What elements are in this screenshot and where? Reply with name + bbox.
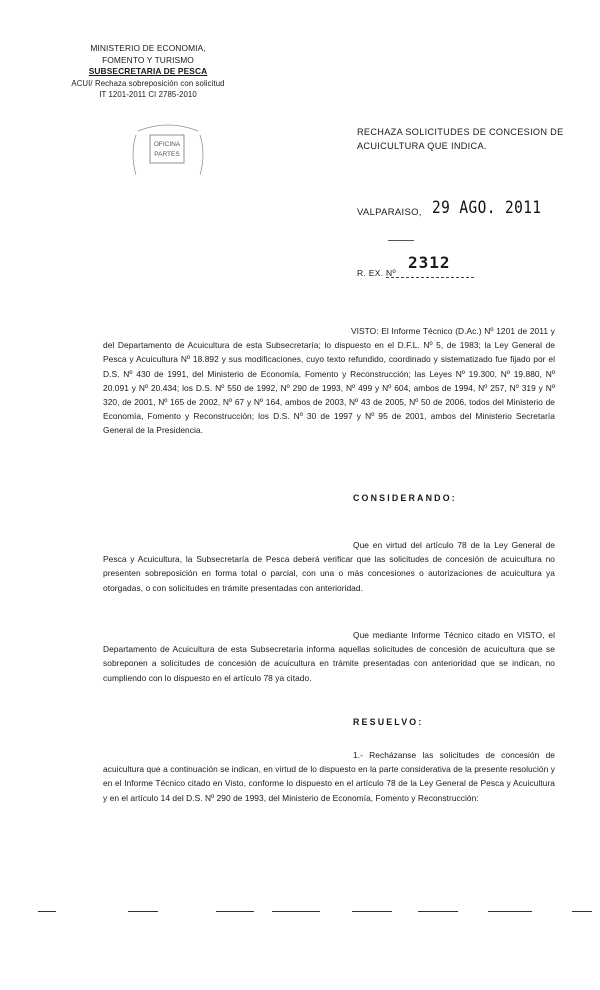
visto-paragraph [103,324,555,438]
date-stamp: 29 AGO. 2011 [432,198,542,218]
visto-text: VISTO: El Informe Técnico (D.Ac.) Nº 1201 de 2011 y del Departamento de Acuicultura de esta Subsecretaría; lo dispuesto en el D.F.L. Nº 5, de 1983; la Ley General de Pesca y Acuicultura Nº 18.892 y sus modificaciones, cuyo texto refundido, coordinado y sistematizado fue fijado por el D.S. Nº 430 de 1991, del Ministerio de Economía, Fomento y Reconstrucción; las Leyes Nº 19.300, Nº 19.880, Nº 20.091 y Nº 20.434; los D.S. Nº 550 de 1992, Nº 290 de 1993, Nº 499 y Nº 604, ambos de 1994, Nº 257, Nº 319 y Nº 320, de 2001, Nº 165 de 2002, Nº 67 y Nº 164, ambos de 2003, Nº 43 de 2005, Nº 50 de 2006, todos del Ministerio de Economía, Fomento y Reconstrucción; los D.S. Nº 30 de 1997 y Nº 95 de 2001, ambos del Ministerio Secretaría General de la Presidencia. [103,326,555,436]
considerando-heading: CONSIDERANDO: [353,493,457,503]
table-top-rule [216,911,254,912]
stamp-text-2: PARTES [154,151,180,158]
resuelvo-heading: RESUELVO: [353,717,424,727]
subsecretaria-name: SUBSECRETARIA DE PESCA [88,66,208,76]
resuelvo-1-text: 1.- Recházanse las solicitudes de concesión de acuicultura que a continuación se indican, en virtud de lo dispuesto en la parte considerativa de la presente resolución y en el Informe Técnico citado en Visto, conforme lo dispuesto en el artículo 78 de la Ley General de Pesca y Acuicultura y en el artículo 14 del D.S. Nº 290 de 1993, del Ministerio de Economía, Fomento y Reconstrucción: [103,750,555,803]
stamp-text-1: OFICINA [153,141,181,148]
table-top-rule [488,911,532,912]
reference-line-2: IT 1201-2011 CI 2785-2010 [99,90,197,99]
ministry-line-2: FOMENTO Y TURISMO [102,54,194,65]
place-label: VALPARAISO, [357,207,422,218]
considerando-2-text: Que mediante Informe Técnico citado en VISTO, el Departamento de Acuicultura de esta Subsecretaría informa aquellas solicitudes de concesión de acuicultura que se sobreponen a solicitudes de concesión de acuicultura en trámite presentadas con anterioridad que se indican, no cumpliendo con lo dispuesto en el artículo 78 ya citado. [103,630,555,683]
table-top-rule [272,911,320,912]
office-stamp [130,123,206,185]
resolution-number: 2312 [408,253,451,272]
reference-line-1: ACUI/ Rechaza sobreposición con solicitud [71,78,225,88]
table-top-rule [352,911,392,912]
table-top-rule [38,911,56,912]
resolution-number-label: R. EX. Nº [357,268,396,278]
considerando-paragraph-1 [103,538,555,595]
considerando-1-text: Que en virtud del artículo 78 de la Ley General de Pesca y Acuicultura, la Subsecretaría de Pesca deberá verificar que las solicitudes de concesión de acuicultura no presenten sobreposición en forma total o parcial, con una o más concesiones o autorizaciones de acuicultura ya otorgadas, o con solicitudes en trámite presentadas con anterioridad. [103,540,555,593]
table-top-rule [418,911,458,912]
letterhead [58,43,238,101]
stamp-seal-icon [130,123,206,185]
table-top-rule [128,911,158,912]
table-top-rule [572,911,592,912]
ministry-line-1: MINISTERIO DE ECONOMIA, [90,43,206,53]
resolution-title: RECHAZA SOLICITUDES DE CONCESION DE ACUICULTURA QUE INDICA. [357,127,564,151]
resolution-number-line [386,277,474,278]
resuelvo-paragraph-1 [103,748,555,805]
number-tick-line [388,240,414,241]
considerando-paragraph-2 [103,628,555,685]
